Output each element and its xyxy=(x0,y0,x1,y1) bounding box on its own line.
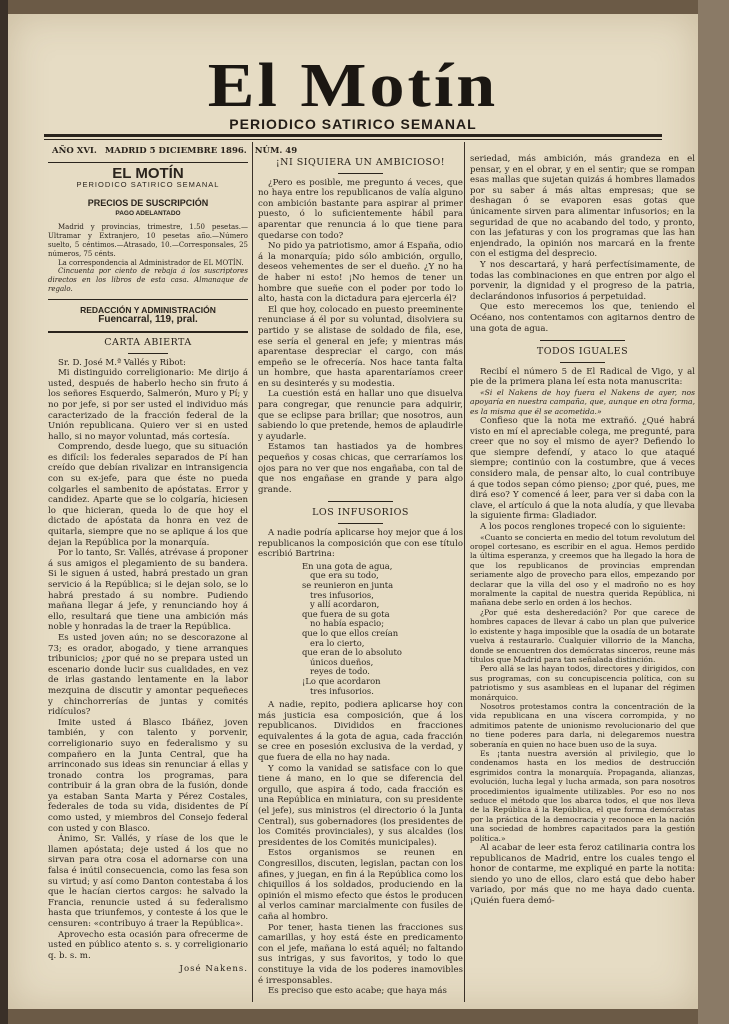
poem-line: y allí acordaron, xyxy=(310,599,380,610)
todos-paragraph: Confieso que la nota me extrañó. ¿Qué habrá visto en mí el apreciable colega, me pregunté, para creer que no soy el mismo de ayer? Defiendo lo que siempre defendí, y ataco lo que ataqué siempre; continúo con la costumbre, que á veces considero mala, de pensar alto, lo cual contribuye á que todos sepan cómo pienso; ¿por qué, pues, me dirá eso? Y comencé á leer, para ver si daba con la clave, el artículo á que la nota aludía, y que llevaba la siguiente firma: Gladiador. xyxy=(470,416,695,522)
rule xyxy=(338,523,383,524)
box-title: EL MOTÍN xyxy=(112,165,184,182)
quote-paragraph: Nosotros protestamos contra la concentración de la vida republicana en una víscera corrompida, y no admitimos patente de unionismo revolucionario del que no tiene poderes para darla, ni delegaremos nuestra soberanía en quien no hace buen uso de la suya. xyxy=(470,701,695,749)
admin-address: Fuencarral, 119, pral. xyxy=(98,314,198,326)
todos-paragraph: Recibí el número 5 de El Radical de Vigo, y al pie de la primera plana leí esta nota manuscrita: xyxy=(470,366,695,388)
newspaper-page xyxy=(8,14,698,1009)
quote-paragraph: Es ¡tanta nuestra aversión al privilegio, que lo condenamos hasta en los medios de destrucción esgrimidos contra la monarquía. Propaganda, alianzas, evolución, lucha legal y lucha armada, son para nosotros procedimientos igualmente utilizables. Por eso no nos seduce el método que los abarca todos, el que nos lleva de la República á la República, el que forma demócratas por la práctica de la democracia y reconoce en la nación una sociedad de hombres capacitados para la gestión política.» xyxy=(470,748,695,843)
infusorios-paragraph: Estos organismos se reunen en Congresillos, discuten, legislan, pactan con los afines, y juegan, en fin á la República como los chiquillos á los soldados, produciendo en la opinión el mismo efecto que éstos le producen al verlos caminar marcialmente con fusiles de caña al hombro. xyxy=(258,848,463,922)
box-subtitle: PERIODICO SATIRICO SEMANAL xyxy=(76,179,220,189)
masthead-title: El Motín xyxy=(207,50,499,121)
todos-heading: TODOS IGUALES xyxy=(536,346,629,358)
manuscript-note: «Si el Nakens de hoy fuera el Nakens de ayer, nos apoyaría en nuestra campaña, que, aunque en otra forma, es la misma que él se acometida.» xyxy=(470,387,695,416)
infusorios-paragraph: A nadie, repito, podiera aplicarse hoy con más justicia esa composición, que á los republicanos. Divididos en fracciones equivalentes á la gota de agua, cada fracción se cree en posesión exclusiva de la verdad, y que fuera de ella no hay nada. xyxy=(258,700,463,764)
infusorios-intro: A nadie podría aplicarse hoy mejor que á los republicanos la composición que con ese título escribió Bartrina: xyxy=(258,528,463,560)
col3-paragraph: Que esto merecemos los que, teniendo el Océano, nos contentamos con agitarnos dentro de una gota de agua. xyxy=(470,302,695,334)
issue-info xyxy=(52,146,298,156)
infusorios-paragraph: Por tener, hasta tienen las fracciones sus camarillas, y hoy está éste en predicamento con el jefe, mañana lo está aquél; no faltando sus intrigas, y sus favoritos, y todo lo que constituye la vida de los poderes inamovibles é irresponsables. xyxy=(258,922,463,986)
carta-paragraph: Ánimo, Sr. Vallés, y ríase de los que le llamen apóstata; deje usted á los que no sirvan para otra cosa el adornarse con una falsa é inútil consecuencia, como las fesa son su virtud; y así como Danton contestaba á los que le hacían ciertos cargos: he salvado la Francia, renuncie usted á su federalismo hasta que triunfemos, y conteste á los que le censuren: «contribuyo á traer la República». xyxy=(48,834,248,929)
carta-paragraph: Es usted joven aún; no se descorazone al 73; es orador, abogado, y tiene arranques tribunicios; ¿por qué no se prepara usted un escenario donde lucir sus cualidades, en vez de irlas gastando lentamente en la labor mezquina de discutir y amontar pequeñeces y chinchorrerías de juntas y comités ridículos? xyxy=(48,632,248,718)
poem-line: que fuera de su gota xyxy=(302,608,390,619)
poem-line: En una gota de agua, xyxy=(302,560,393,571)
poem-line: que eran de lo absoluto xyxy=(302,647,402,658)
rule xyxy=(560,362,605,363)
infusorios-paragraph: Y como la vanidad se satisface con lo que tiene á mano, en lo que se diferencia del orgullo, que aspira á todo, cada fracción es una República en miniatura, con su presidente (el jefe), sus ministros (el directorio ó la Junta Central), sus gobernadores (los presidentes de los Comités provinciales), y sus alcaldes (los presidentes de los Comités municipales). xyxy=(258,763,463,848)
page-edge xyxy=(698,0,729,1024)
masthead-subtitle: PERIODICO SATIRICO SEMANAL xyxy=(229,116,477,132)
rule xyxy=(48,331,248,333)
poem-line: que lo que ellos creían xyxy=(302,627,399,638)
prices-heading: PRECIOS DE SUSCRIPCIÓN xyxy=(87,198,209,209)
prices-text-2: La correspondencia al Administrador de EL MOTÍN. xyxy=(58,258,244,267)
poem-line: que era su todo, xyxy=(310,570,379,581)
column-1 xyxy=(48,162,248,975)
poem-line: se reunieron en junta xyxy=(302,579,394,590)
poem-line: reyes de todo. xyxy=(310,666,370,677)
prices-text-3: Cincuenta por ciento de rebaja á los suscriptores directos en los libros de esta casa. Almanaque de regalo. xyxy=(48,267,248,293)
poem-line: era lo cierto, xyxy=(310,637,365,648)
col3-paragraph: Y nos descartará, y hará perfectísimamente, de todas las combinaciones en que entren por algo el porvenir, la dignidad y el progreso de la patria, declarándonos infusorios á perpetuidad. xyxy=(470,259,695,302)
infusorios-paragraph: Es preciso que esto acabe; que haya más xyxy=(268,986,447,997)
rule xyxy=(48,162,248,163)
poem-line: únicos dueños, xyxy=(310,656,374,667)
rule xyxy=(128,353,168,354)
column-3 xyxy=(470,154,695,964)
col3-paragraph: seriedad, más ambición, más grandeza en el pensar, y en el obrar, y en el sentir; que se rompan esas mallas que sujetan quizás á hombres llamados por su saber á más altas empresas; que se deshagan ó se evaporen esas gotas que únicamente sirven para alimentar infusorios; en la seguridad de que no acabando del todo, y pronto, con las jefaturas y con los programas que las han enjendrado, la opinión nos marcará en la frente con el estigma del desprecio. xyxy=(470,154,695,260)
poem-line: tres infusorios, xyxy=(310,589,374,600)
ambicioso-paragraph: La cuestión está en hallar uno que disuelva para congregar, que renuncie para adquirir, que se eclipse para brillar; que nosotros, aun sabiendo lo que pretende, hemos de aplaudirle y ayudarle. xyxy=(258,389,463,442)
carta-signature: José Nakens. xyxy=(179,964,248,975)
prices-sub: PAGO ADELANTADO xyxy=(115,209,181,217)
rule xyxy=(328,501,393,502)
issue-date: MADRID 5 DICIEMBRE 1896. xyxy=(104,146,247,156)
carta-paragraph: Imite usted á Blasco Ibáñez, joven también, y con talento y porvenir, correligionario suyo en federalismo y su compañero en la Junta Central, que ha arrinconado sus ideas sin renunciar á ellas y tronado contra los programas, para contribuir á la gran obra de la fusión, donde ya estaban Santa Marta y Pérez Costales, federales de toda su vida, disidentes de Pí como usted, y miembros del Consejo federal con usted y con Blasco. xyxy=(48,717,248,834)
carta-heading: CARTA ABIERTA xyxy=(104,336,192,348)
carta-paragraph: Mi distinguido correligionario: Me dirijo á usted, después de haberlo hecho sin fruto á los señores Esquerdo, Salmerón, Muro y Pí; y no por jefe, si por ser usted el individuo más caracterizado de la fracción federal de la Unión republicana. Quiero ver si en usted hallo, si no mayor voluntad, más cortesía. xyxy=(48,368,248,442)
issue-number: NÚM. 49 xyxy=(254,146,298,156)
infusorios-heading: LOS INFUSORIOS xyxy=(312,507,409,519)
quote-paragraph: ¿Por qué esta desheredación? Por que carece de hombres capaces de llevar á cabo un plan que pulverice lo existente y haga imposible que la osadía de un botarate vuelva á restaurarlo. Cualquier villorrio de la Mancha, donde se encuentren dos demócratas sinceros, reune más títulos que Madrid para tan señalada distinción. xyxy=(470,607,695,664)
poem-line: ¡Lo que acordaron xyxy=(302,675,381,686)
poem-line: tres infusorios. xyxy=(310,685,374,696)
poem-line: no había espacio; xyxy=(310,618,385,629)
carta-paragraph: Aprovecho esta ocasión para ofrecerme de usted en público atento s. s. y correligionario q. b. s. m. xyxy=(48,929,248,961)
todos-paragraph: A los pocos renglones tropecé con lo siguiente: xyxy=(480,522,686,533)
column-divider-2 xyxy=(464,142,465,1002)
rule xyxy=(540,340,625,341)
ambicioso-heading: ¡NI SIQUIERA UN AMBICIOSO! xyxy=(275,157,446,168)
top-rule-thin xyxy=(44,139,662,140)
ambicioso-paragraph: No pido ya patriotismo, amor á España, odio á la monarquía; pido sólo ambición, orgullo, deseos vehementes de ser el dueño. ¿Y no ha de haber ni esto! ¡No hemos de tener un hombre que sueñe con el poder por todo lo alto, hasta con la dictadura para ejercerla él? xyxy=(258,241,463,305)
quote-paragraph: Pero allá se las hayan todos, directores y dirigidos, con sus programas, con su concupiscencia política, con su patriotismo y sus asambleas en el lupanar del régimen monárquico. xyxy=(470,664,695,702)
column-2 xyxy=(258,154,463,997)
rule xyxy=(48,299,248,300)
top-rule xyxy=(44,134,662,137)
quote-paragraph: «Cuanto se concierta en medio del totum revolutum del oropel cortesano, es escribir en el agua. Hemos perdido la última esperanza, y creemos que ha llegado la hora de que los republicanos de provincias emprendan seriamente algo de provecho para ellos, empezando por declarar que la villa del oso y el madroño no es hoy moralmente la capital de nuestra querida República, ni mañana debe serlo en orden á los hechos. xyxy=(470,532,695,608)
ambicioso-paragraph: El que hoy, colocado en puesto preeminente renunciase á él por su voluntad, disolviera su partido y se alistase de soldado de fila, ese, ese sería el general en jefe; y mientras más aparentase despreciar el cargo, con más empeño se le ofrecería. Nos hace tanta falta un hombre, que hasta aparentaríamos creer en su desinterés y su modestia. xyxy=(258,304,463,389)
prices-text: Madrid y provincias, trimestre, 1.50 pesetas.—Ultramar y Extranjero, 10 pesetas año.—Número suelto, 5 céntimos.—Atrasado, 10.—Corresponsales, 25 números, 75 cénts. xyxy=(48,223,248,258)
carta-paragraph: Por lo tanto, Sr. Vallés, atrévase á proponer á sus amigos el plegamiento de su bandera. Si le siguen á usted, habrá prestado un gran servicio á la República; si le dejan solo, se lo habrá prestado á su nombre. Pudiendo mañana llegar á jefe, y renunciando hoy á ello, resultará que tiene una ambición más noble y honradas la de traer la República. xyxy=(48,548,248,633)
rule xyxy=(338,173,383,174)
ambicioso-paragraph: Estamos tan hastiados ya de hombres pequeños y cosas chicas, que cerraríamos los ojos para no ver que nos engañaba, con tal de que nos engañase en grande y para algo grande. xyxy=(258,442,463,495)
poem xyxy=(302,562,463,696)
column-divider-1 xyxy=(252,142,253,1002)
admin-heading: REDACCIÓN Y ADMINISTRACIÓN xyxy=(80,304,216,315)
closing-paragraph: Al acabar de leer esta feroz catilinaria contra los republicanos de Madrid, entre los cuales tengo el honor de contarme, me expliqué en parte la notita: siendo yo uno de ellos, claro está que debo haber variado, por más que no me haya dado cuenta. ¡Quién fuera demó- xyxy=(470,843,695,906)
issue-year: AÑO XVI. xyxy=(52,146,97,156)
carta-salutation: Sr. D. José M.ª Vallés y Ribot: xyxy=(58,357,186,368)
carta-paragraph: Comprendo, desde luego, que su situación es difícil: los federales separados de Pí han creído que debían rivalizar en intransigencia con su ex-jefe, para que éste no pueda colgarles el sambenito de apóstatas. Error y candidez. Aparte que se lo colgaría, hiciesen lo que hicieran, queda lo de que hoy el dictado de apóstata da honra en vez de quitarla, siempre que no se aplique á los que dejan la República por la monarquía. xyxy=(48,442,248,548)
ambicioso-paragraph: ¿Pero es posible, me pregunto á veces, que no haya entre los republicanos de valía alguno con ambición bastante para aspirar al primer puesto, ó lo suficientemente hábil para aparentar que renuncia á lo que tiene para quedarse con todo? xyxy=(258,177,463,241)
binding-edge xyxy=(0,0,8,1024)
